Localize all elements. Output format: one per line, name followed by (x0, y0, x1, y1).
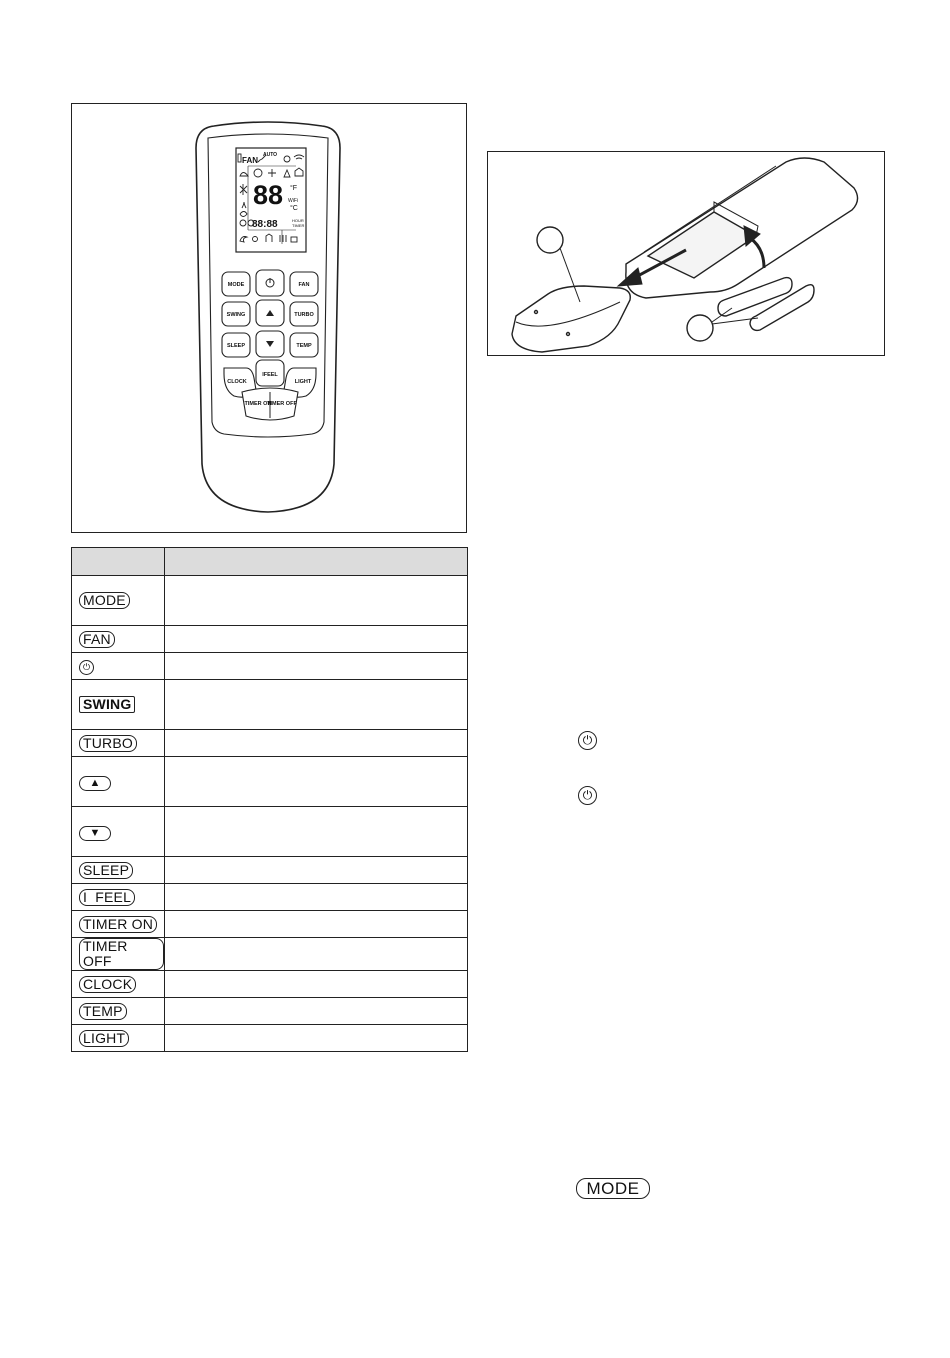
swing-button-label: SWING (79, 696, 135, 713)
battery-cover (512, 286, 630, 352)
down-description (165, 807, 468, 857)
ifeel-button-label: I FEEL (79, 889, 135, 906)
table-row (72, 680, 468, 730)
table-row (72, 730, 468, 757)
lcd-wifi-label: WiFi (288, 198, 298, 204)
button-function-table (71, 547, 468, 1052)
light-description (165, 1025, 468, 1052)
power-icon: ⏻ (79, 660, 94, 675)
svg-text:SWING: SWING (226, 312, 246, 318)
svg-text:SLEEP: SLEEP (226, 343, 246, 349)
callout-circle-2 (687, 315, 713, 341)
lcd-clock-digits: 88:88 (252, 219, 278, 230)
battery-drawing (488, 152, 886, 357)
table-row (72, 757, 468, 807)
table-row (72, 884, 468, 911)
lcd-hour-label: HOUR (292, 218, 304, 223)
mode-description (165, 576, 468, 626)
clock-description (165, 971, 468, 998)
remote-timer-buttons[interactable] (242, 388, 298, 420)
table-header-description (165, 548, 468, 576)
remote-up-button[interactable] (256, 300, 284, 326)
remote-power-button[interactable] (256, 270, 284, 296)
remote-drawing (72, 104, 468, 534)
table-header-button (72, 548, 165, 576)
remote-fan-button[interactable] (290, 272, 318, 296)
lcd-unit-c: °C (290, 205, 298, 212)
remote-temp-button[interactable] (290, 333, 318, 357)
lcd-fan-label: FAN (242, 156, 258, 165)
clock-button-label: CLOCK (79, 976, 136, 993)
table-row (72, 807, 468, 857)
svg-text:CLOCK: CLOCK (227, 379, 247, 385)
lcd-unit-f: °F (290, 185, 298, 192)
remote-sleep-button[interactable] (222, 333, 250, 357)
mode-button-icon: MODE (576, 1178, 650, 1199)
ifeel-description (165, 884, 468, 911)
fan-button-label: FAN (79, 631, 115, 648)
mode-button-label: MODE (79, 592, 130, 609)
svg-text:MODE: MODE (227, 282, 245, 288)
timer-on-button-label: TIMER ON (79, 916, 157, 933)
lcd-temp-digits: 88 (253, 180, 284, 210)
remote-ifeel-button[interactable] (256, 360, 284, 386)
remote-timer-on-label: TIMER ON (244, 401, 272, 407)
temp-button-label: TEMP (79, 1003, 127, 1020)
table-row (72, 857, 468, 884)
up-arrow-icon: ▲ (79, 776, 111, 791)
remote-turbo-button[interactable] (290, 302, 318, 326)
remote-down-button[interactable] (256, 331, 284, 357)
swing-description (165, 680, 468, 730)
svg-text:FAN: FAN (298, 282, 310, 288)
sleep-description (165, 857, 468, 884)
remote-illustration (71, 103, 467, 533)
power-icon: ⏻ (578, 786, 597, 805)
power-description (165, 653, 468, 680)
light-button-label: LIGHT (79, 1030, 129, 1047)
table-row (72, 576, 468, 626)
fan-description (165, 626, 468, 653)
svg-text:TEMP: TEMP (296, 343, 312, 349)
battery-illustration (487, 151, 885, 356)
turbo-button-label: TURBO (79, 735, 137, 752)
table-row (72, 626, 468, 653)
table-row (72, 653, 468, 680)
table-row (72, 1025, 468, 1052)
table-row (72, 911, 468, 938)
lcd-timer-label: TIMER (292, 223, 305, 228)
table-header-row (72, 548, 468, 576)
turbo-description (165, 730, 468, 757)
remote-mode-button[interactable] (222, 272, 250, 296)
remote-timer-off-label: TIMER OFF (267, 401, 297, 407)
svg-text:IFEEL: IFEEL (262, 372, 278, 378)
timer-off-description (165, 938, 468, 971)
temp-description (165, 998, 468, 1025)
remote-swing-button[interactable] (222, 302, 250, 326)
power-icon: ⏻ (578, 731, 597, 750)
sleep-button-label: SLEEP (79, 862, 133, 879)
timer-on-description (165, 911, 468, 938)
svg-text:LIGHT: LIGHT (294, 379, 312, 385)
svg-text:TURBO: TURBO (294, 312, 314, 318)
table-row (72, 938, 468, 971)
table-row (72, 971, 468, 998)
lcd-auto-label: AUTO (263, 152, 278, 158)
up-description (165, 757, 468, 807)
callout-circle-1 (537, 227, 563, 253)
table-row (72, 998, 468, 1025)
timer-off-button-label: TIMER OFF (79, 938, 164, 970)
down-arrow-icon: ▼ (79, 826, 111, 841)
